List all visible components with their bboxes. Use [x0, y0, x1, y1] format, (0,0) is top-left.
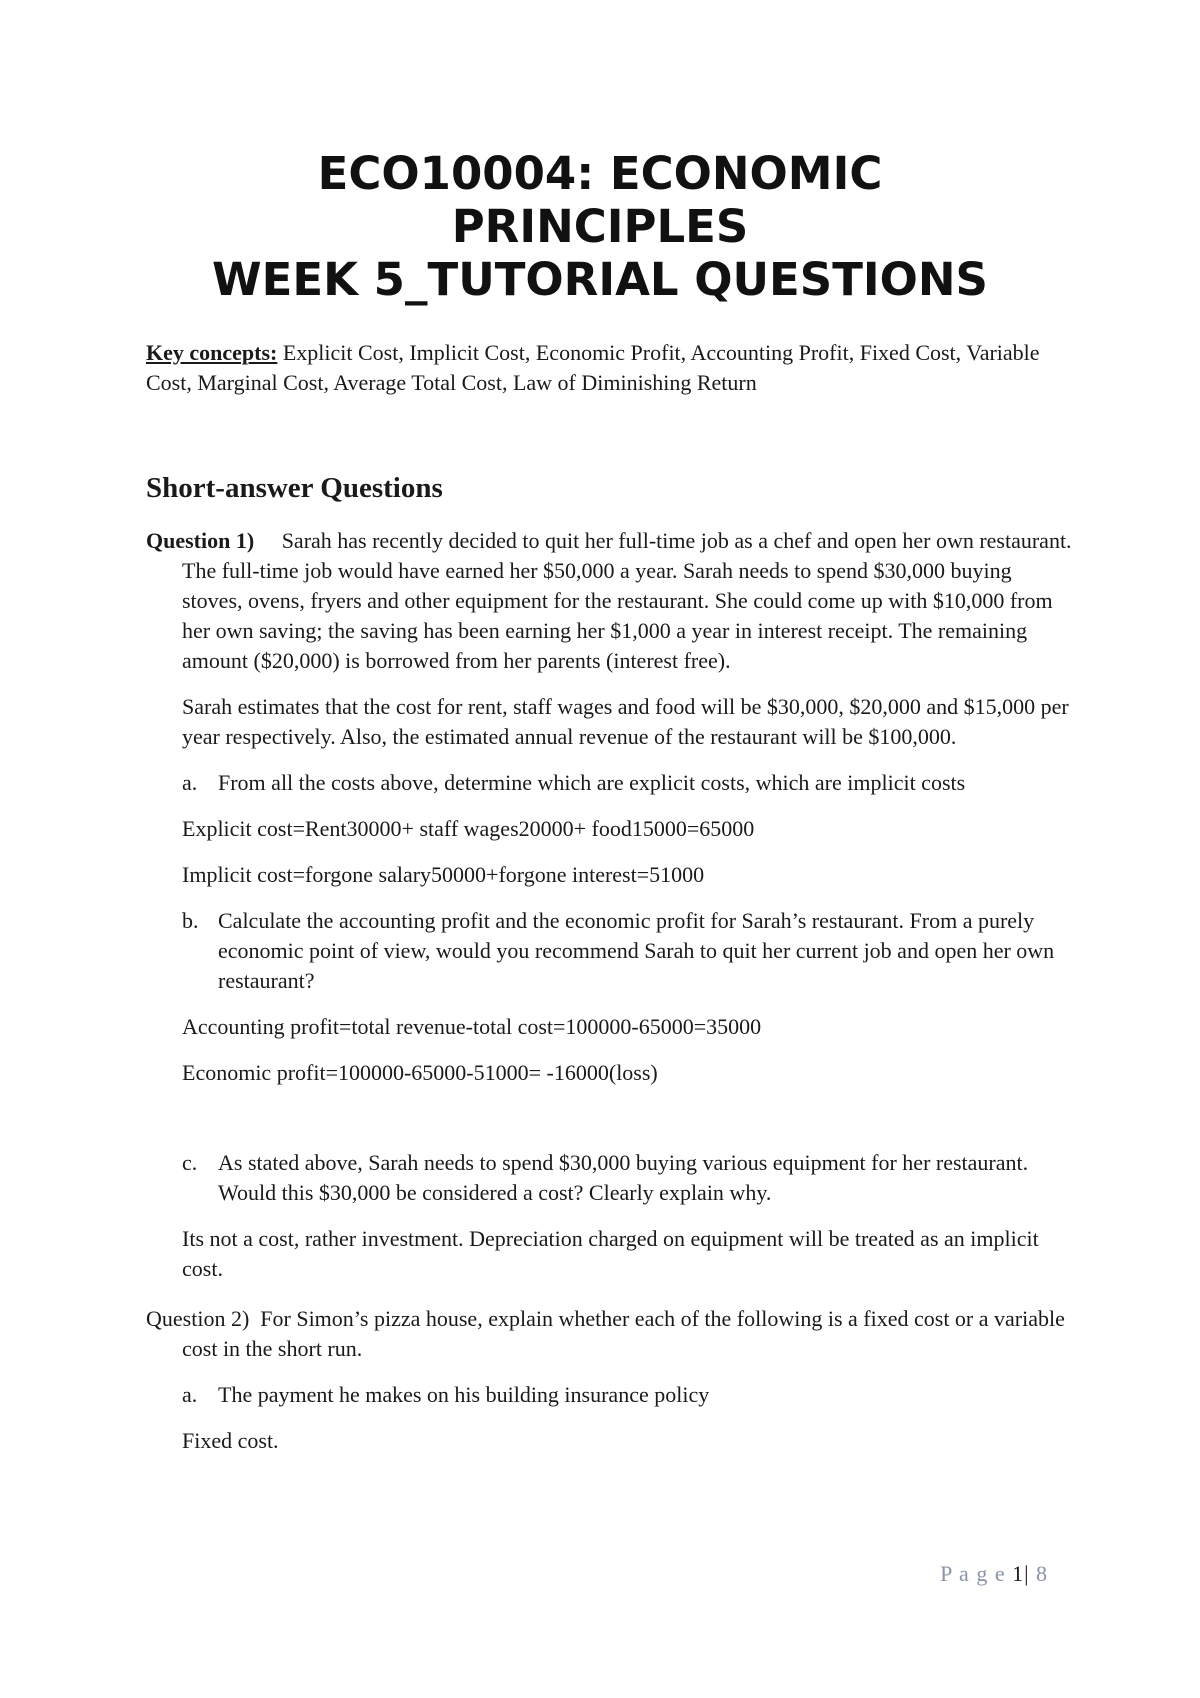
spacer — [146, 1088, 1076, 1132]
question-1-intro: Sarah has recently decided to quit her full-time job as a chef and open her own restaurant. The full-time job would have earned her $50,000 a year. Sarah needs to spend $30,000 buying stoves, ovens, fryers and other equipment for the restaurant. She could come up with $10,000 from her own saving; the saving has been earning her $1,000 a year in interest receipt. The remaining amount ($20,000) is borrowed from her parents (interest free). — [182, 528, 1072, 673]
question-2-part-a — [146, 1380, 1076, 1410]
page-word: P a g e — [940, 1561, 1006, 1586]
page-footer — [940, 1561, 1048, 1587]
document-title — [0, 147, 1200, 306]
page-number: 1 — [1012, 1561, 1025, 1586]
page-total: 8 — [1036, 1561, 1048, 1586]
part-c-text: As stated above, Sarah needs to spend $30,000 buying various equipment for her restaurant. Would this $30,000 be considered a cost? Clearly explain why. — [218, 1150, 1029, 1205]
answer-economic-profit: Economic profit=100000-65000-51000= -16000(loss) — [182, 1060, 658, 1085]
part-b-text: Calculate the accounting profit and the economic profit for Sarah’s restaurant. From a purely economic point of view, would you recommend Sarah to quit her current job and open her own restaurant? — [218, 908, 1055, 993]
answer-fixed-cost: Fixed cost. — [182, 1428, 279, 1453]
question-1-label: Question 1) — [146, 528, 255, 553]
page-separator: | — [1024, 1561, 1030, 1586]
list-marker: a. — [182, 1382, 198, 1407]
question-1-part-a — [146, 768, 1076, 798]
title-line-2: PRINCIPLES — [451, 200, 749, 253]
key-concepts-text: Explicit Cost, Implicit Cost, Economic Profit, Accounting Profit, Fixed Cost, Variable Cost, Marginal Cost, Average Total Cost, Law of Diminishing Return — [146, 340, 1040, 395]
key-concepts — [146, 338, 1076, 398]
question-2 — [146, 1304, 1076, 1364]
question-1-part-b — [146, 906, 1076, 996]
question-2-label: Question 2) — [146, 1306, 250, 1331]
question-1-part-c — [146, 1148, 1076, 1208]
list-marker: c. — [182, 1150, 198, 1175]
answer-implicit-cost: Implicit cost=forgone salary50000+forgone interest=51000 — [182, 862, 705, 887]
answer-equipment-cost: Its not a cost, rather investment. Depreciation charged on equipment will be treated as an implicit cost. — [182, 1226, 1039, 1281]
answer-accounting-profit: Accounting profit=total revenue-total cost=100000-65000=35000 — [182, 1014, 762, 1039]
question-1-para-2: Sarah estimates that the cost for rent, staff wages and food will be $30,000, $20,000 and $15,000 per year respectively. Also, the estimated annual revenue of the restaurant will be $100,000. — [182, 694, 1069, 749]
document-body — [146, 338, 1076, 1456]
list-marker: a. — [182, 770, 198, 795]
title-line-1: ECO10004: ECONOMIC — [317, 147, 883, 200]
key-concepts-label: Key concepts: — [146, 340, 278, 365]
question-2-intro: For Simon’s pizza house, explain whether each of the following is a fixed cost or a variable cost in the short run. — [182, 1306, 1065, 1361]
part-a-text: From all the costs above, determine which are explicit costs, which are implicit costs — [218, 770, 966, 795]
title-line-3: WEEK 5_TUTORIAL QUESTIONS — [212, 253, 988, 306]
q2-part-a-text: The payment he makes on his building insurance policy — [218, 1382, 710, 1407]
section-heading: Short-answer Questions — [146, 472, 443, 504]
question-1 — [146, 526, 1076, 676]
answer-explicit-cost: Explicit cost=Rent30000+ staff wages20000+ food15000=65000 — [182, 816, 755, 841]
list-marker: b. — [182, 908, 199, 933]
